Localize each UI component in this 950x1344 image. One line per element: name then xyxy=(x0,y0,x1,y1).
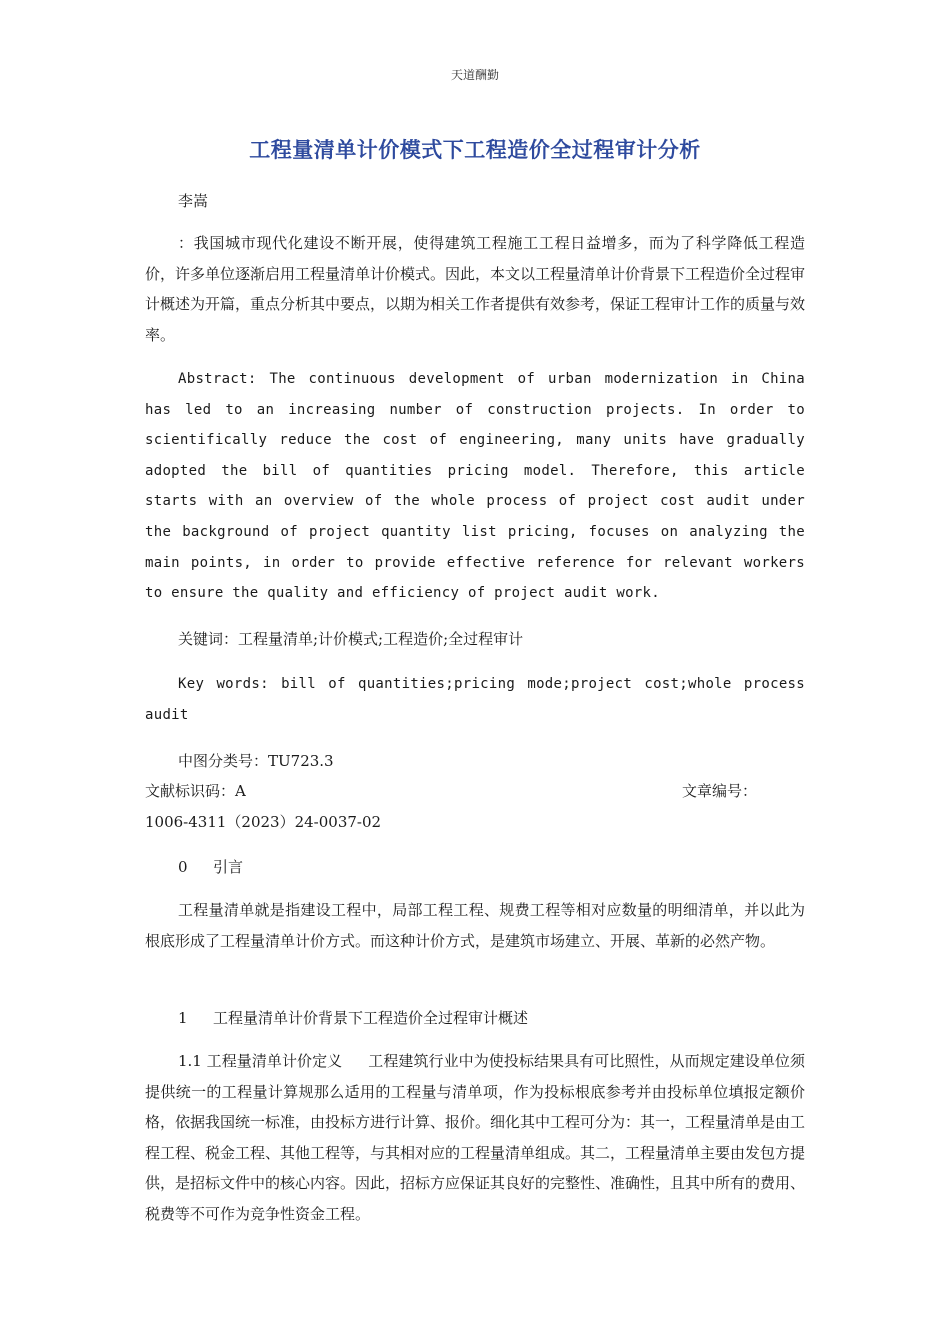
keywords-chinese: 关键词：工程量清单;计价模式;工程造价;全过程审计 xyxy=(178,630,524,648)
section-number: 1 xyxy=(178,1009,188,1027)
section-title: 引言 xyxy=(213,858,244,876)
abstract-english: Abstract: The continuous development of urban modernization in China has led to an increasing number of construction projects. In order to scientifically reduce the cost of engineering, many units have gradually adopted the bill of quantities pricing model. Therefore, this article starts with an overview of the whole process of project cost audit under the background of project quantity list pricing, focuses on analyzing the main points, in order to provide effective reference for relevant workers to ensure the quality and efficiency of project audit work. xyxy=(145,371,805,602)
clc-number: 中图分类号：TU723.3 xyxy=(178,752,334,770)
document-code: 文献标识码：A xyxy=(145,782,246,800)
section-heading-overview xyxy=(178,1007,528,1028)
article-number-label: 文章编号： xyxy=(682,782,758,800)
subsection-definition xyxy=(145,1046,805,1229)
section-number: 0 xyxy=(178,858,188,876)
section-title: 工程量清单计价背景下工程造价全过程审计概述 xyxy=(213,1009,529,1027)
article-number: 1006-4311（2023）24-0037-02 xyxy=(145,813,382,831)
intro-paragraph: 工程量清单就是指建设工程中，局部工程工程、规费工程等相对应数量的明细清单，并以此为根底形成了工程量清单计价方式。而这种计价方式，是建筑市场建立、开展、革新的必然产物。 xyxy=(145,901,805,950)
subsection-label: 1.1 工程量清单计价定义 xyxy=(178,1052,343,1070)
keywords-english: Key words: bill of quantities;pricing mode;project cost;whole process audit xyxy=(145,676,805,723)
page-header: 天道酬勤 xyxy=(450,68,499,82)
author-name: 李嵩 xyxy=(178,192,209,210)
abstract-chinese: ：我国城市现代化建设不断开展，使得建筑工程施工工程日益增多，而为了科学降低工程造价，许多单位逐渐启用工程量清单计价模式。因此，本文以工程量清单计价背景下工程造价全过程审计概述为开篇，重点分析其中要点，以期为相关工作者提供有效参考，保证工程审计工作的质量与效率。 xyxy=(145,234,806,344)
section-heading-intro xyxy=(178,856,243,877)
paper-title: 工程量清单计价模式下工程造价全过程审计分析 xyxy=(249,138,701,162)
subsection-text: 工程建筑行业中为使投标结果具有可比照性，从而规定建设单位须提供统一的工程量计算规那么适用的工程量与清单项，作为投标根底参考并由投标单位填报定额价格，依据我国统一标准，由投标方进行计算、报价。细化其中工程可分为：其一，工程量清单是由工程工程、税金工程、其他工程等，与其相对应的工程量清单组成。其二，工程量清单主要由发包方提供，是招标文件中的核心内容。因此，招标方应保证其良好的完整性、准确性，且其中所有的费用、税费等不可作为竞争性资金工程。 xyxy=(145,1052,806,1223)
